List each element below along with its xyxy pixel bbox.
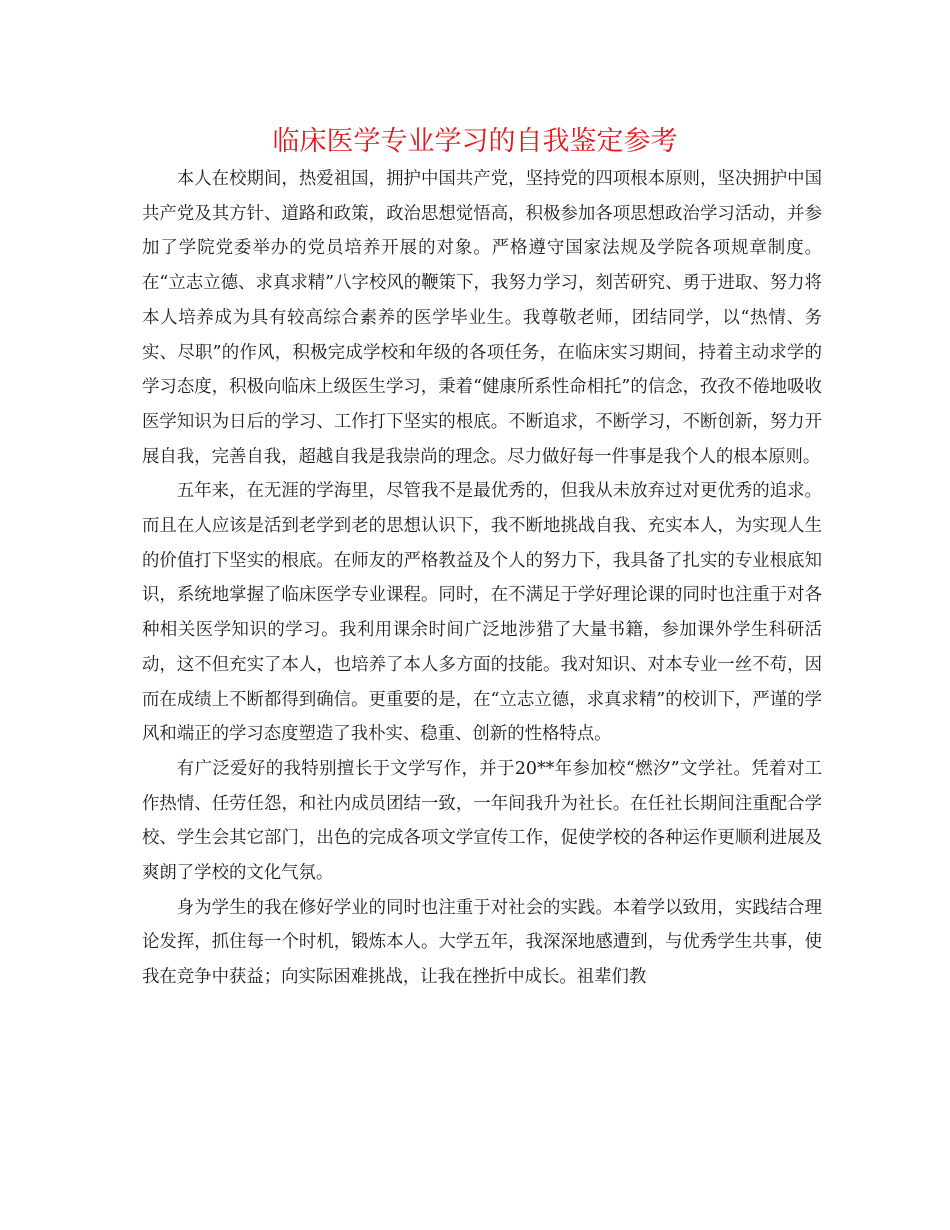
- paragraph-4: 身为学生的我在修好学业的同时也注重于对社会的实践。本着学以致用，实践结合理论发挥，抓住每一个时机，锻炼本人。大学五年，我深深地感遭到，与优秀学生共事，使我在竞争中获益；向实际困难挑战，让我在挫折中成长。祖辈们教: [142, 897, 822, 988]
- document-body: [142, 162, 822, 995]
- paragraph-2: 五年来，在无涯的学海里，尽管我不是最优秀的，但我从未放弃过对更优秀的追求。而且在人应该是活到老学到老的思想认识下，我不断地挑战自我、充实本人，为实现人生的价值打下坚实的根底。在师友的严格教益及个人的努力下，我具备了扎实的专业根底知识，系统地掌握了临床医学专业课程。同时，在不满足于学好理论课的同时也注重于对各种相关医学知识的学习。我利用课余时间广泛地涉猎了大量书籍，参加课外学生科研活动，这不但充实了本人，也培养了本人多方面的技能。我对知识、对本专业一丝不苟，因而在成绩上不断都得到确信。更重要的是，在“立志立德，求真求精”的校训下，严谨的学风和端正的学习态度塑造了我朴实、稳重、创新的性格特点。: [142, 481, 822, 745]
- paragraph-3: 有广泛爱好的我特别擅长于文学写作，并于20**年参加校“燃汐”文学社。凭着对工作热情、任劳任怨，和社内成员团结一致，一年间我升为社长。在任社长期间注重配合学校、学生会其它部门，出色的完成各项文学宣传工作，促使学校的各种运作更顺利进展及爽朗了学校的文化气氛。: [142, 758, 822, 884]
- paragraph-1: 本人在校期间，热爱祖国，拥护中国共产党，坚持党的四项根本原则，坚决拥护中国共产党及其方针、道路和政策，政治思想觉悟高，积极参加各项思想政治学习活动，并参加了学院党委举办的党员培养开展的对象。严格遵守国家法规及学院各项规章制度。在“立志立德、求真求精”八字校风的鞭策下，我努力学习，刻苦研究、勇于进取、努力将本人培养成为具有较高综合素养的医学毕业生。我尊敬老师，团结同学，以“热情、务实、尽职”的作风，积极完成学校和年级的各项任务，在临床实习期间，持着主动求学的学习态度，积极向临床上级医生学习，秉着“健康所系性命相托”的信念，孜孜不倦地吸收医学知识为日后的学习、工作打下坚实的根底。不断追求，不断学习，不断创新，努力开展自我，完善自我，超越自我是我崇尚的理念。尽力做好每一件事是我个人的根本原则。: [142, 169, 822, 467]
- document-title: 临床医学专业学习的自我鉴定参考: [272, 126, 678, 157]
